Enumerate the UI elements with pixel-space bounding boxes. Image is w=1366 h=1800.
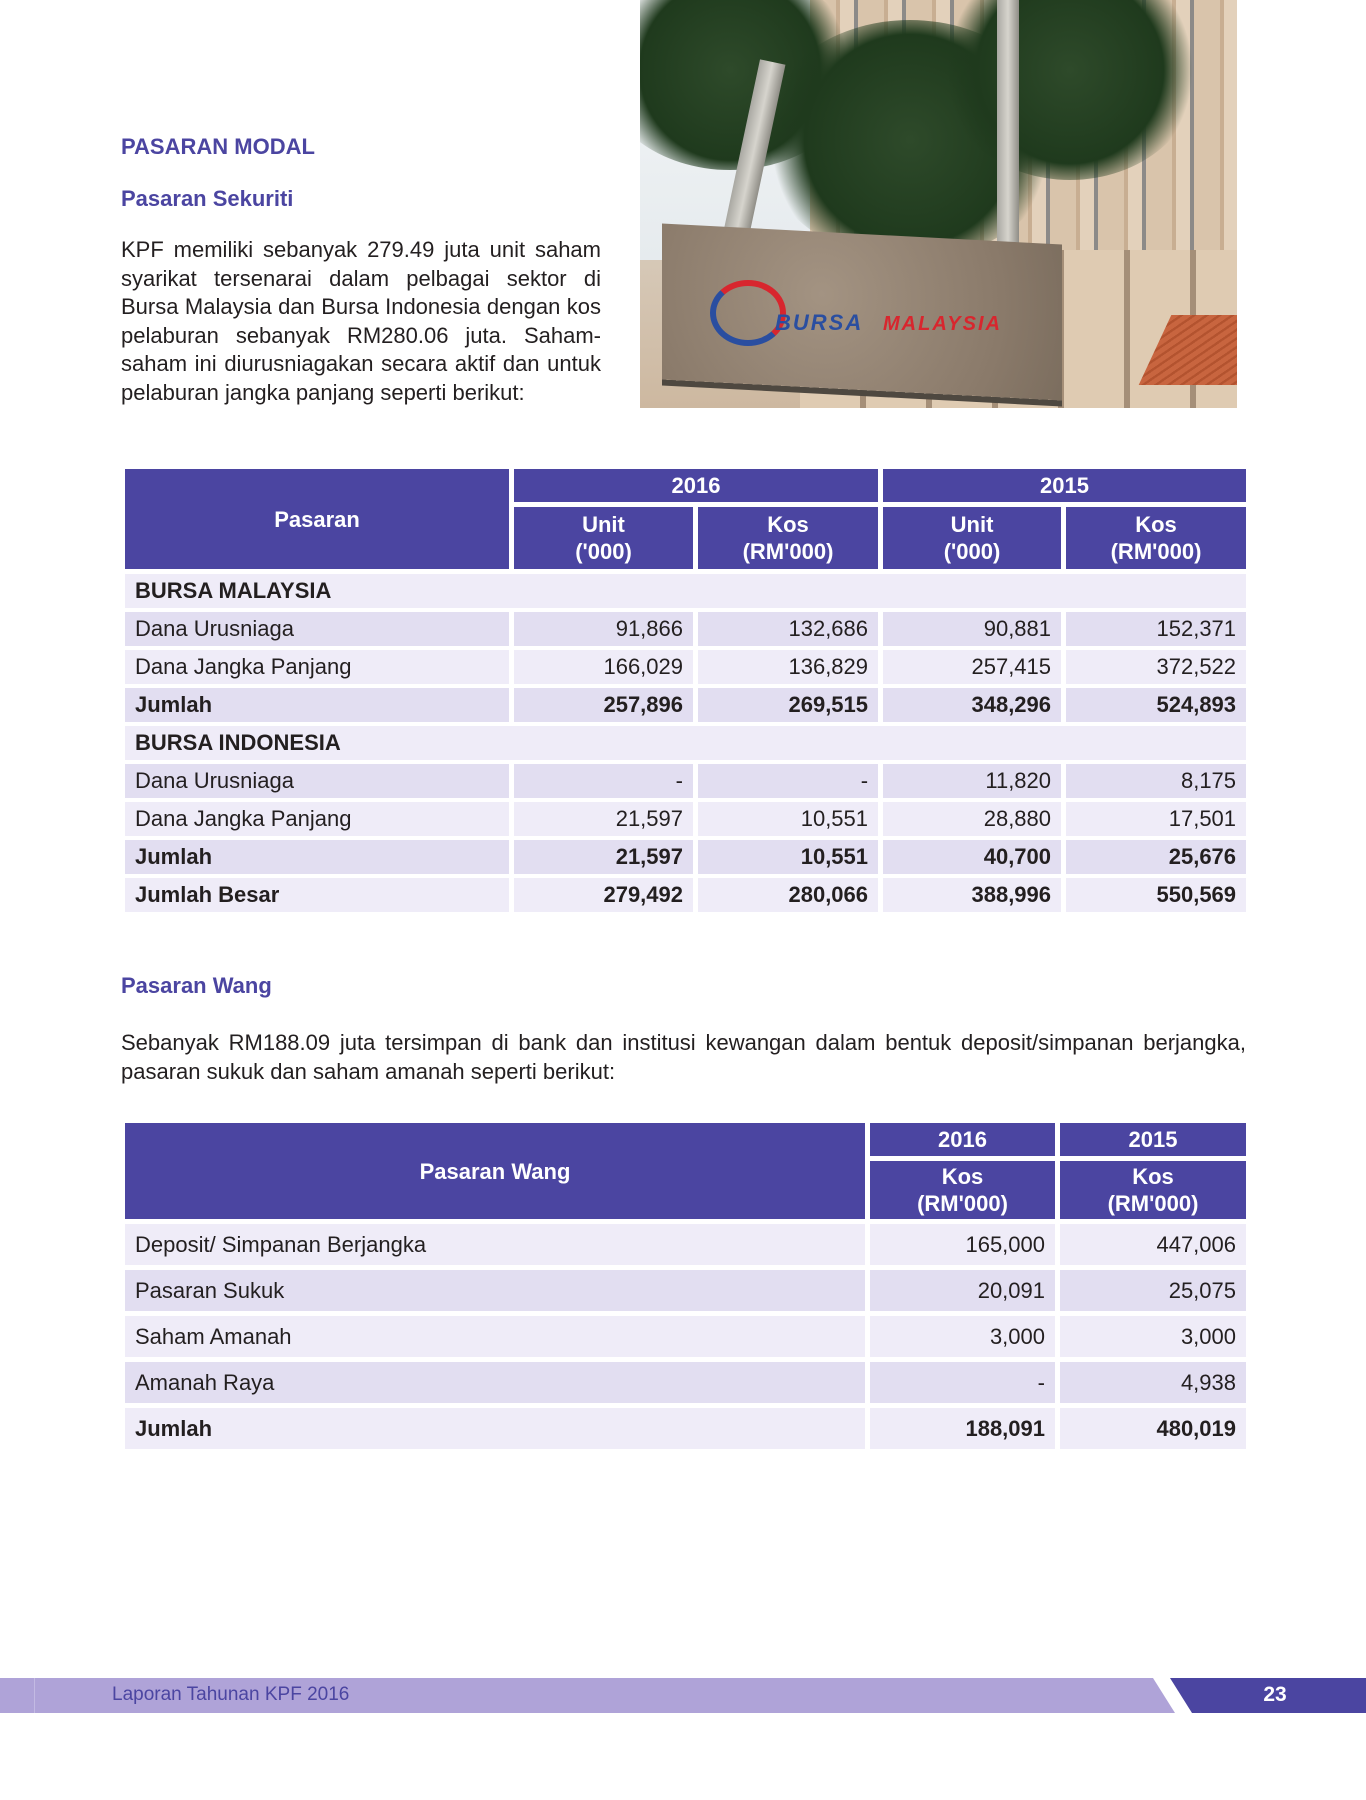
cell-kos-2015: 152,371	[1066, 612, 1246, 650]
table-row-total	[125, 840, 1246, 878]
header-year-2016: 2016	[514, 469, 883, 507]
cell-unit-2016: 21,597	[514, 840, 698, 878]
photo-palm-trunk	[997, 0, 1019, 270]
cell-unit-2016: 279,492	[514, 878, 698, 916]
header-year-2016: 2016	[870, 1123, 1060, 1161]
header-kos-2015	[1060, 1161, 1246, 1224]
header-unit-label: Unit	[582, 512, 625, 537]
header-unit-label: Unit	[950, 512, 994, 537]
cell-unit-2015: 257,415	[883, 650, 1066, 688]
cell-kos-2015: 17,501	[1066, 802, 1246, 840]
row-label: Jumlah	[125, 1408, 870, 1454]
cell-kos-2016: 165,000	[870, 1224, 1060, 1270]
table-row-group	[125, 726, 1246, 764]
table-row	[125, 612, 1246, 650]
table-row-grand-total	[125, 878, 1246, 916]
header-kos-label: Kos	[1135, 512, 1177, 537]
cell-kos-2016: 132,686	[698, 612, 883, 650]
cell-unit-2015: 11,820	[883, 764, 1066, 802]
row-label: Jumlah Besar	[125, 878, 514, 916]
cell-unit-2015: 90,881	[883, 612, 1066, 650]
cell-unit-2016: 257,896	[514, 688, 698, 726]
header-kos-label: Kos	[1132, 1164, 1174, 1189]
cell-kos-2015: 4,938	[1060, 1362, 1246, 1408]
table-row	[125, 1362, 1246, 1408]
money-market-paragraph: Sebanyak RM188.09 juta tersimpan di bank dan institusi kewangan dalam bentuk deposit/simpanan berjangka, pasaran sukuk dan saham amanah seperti berikut:	[121, 1030, 1246, 1084]
header-unit-2015	[883, 507, 1066, 574]
cell-kos-2016: 269,515	[698, 688, 883, 726]
header-kos-sublabel: (RM'000)	[742, 539, 834, 564]
table-row	[125, 802, 1246, 840]
cell-kos-2016: 10,551	[698, 840, 883, 878]
header-kos-2015	[1066, 507, 1246, 574]
cell-unit-2015: 40,700	[883, 840, 1066, 878]
header-year-2015: 2015	[883, 469, 1246, 507]
cell-kos-2015: 480,019	[1060, 1408, 1246, 1454]
cell-kos-2016: 20,091	[870, 1270, 1060, 1316]
header-year-2015: 2015	[1060, 1123, 1246, 1161]
cell-kos-2015: 8,175	[1066, 764, 1246, 802]
cell-unit-2016: 166,029	[514, 650, 698, 688]
header-kos-sublabel: (RM'000)	[1107, 1191, 1199, 1216]
cell-unit-2016: 21,597	[514, 802, 698, 840]
cell-unit-2015: 348,296	[883, 688, 1066, 726]
row-label: Dana Urusniaga	[125, 764, 514, 802]
section-title: PASARAN MODAL	[121, 134, 315, 159]
row-label: Jumlah	[125, 840, 514, 878]
header-kos-label: Kos	[767, 512, 809, 537]
cell-kos-2015: 25,676	[1066, 840, 1246, 878]
table-row	[125, 1316, 1246, 1362]
footer-divider	[34, 1678, 35, 1713]
photo-sign-text-bursa: BURSA	[775, 310, 864, 335]
cell-kos-2016: 10,551	[698, 802, 883, 840]
footer-report-title: Laporan Tahunan KPF 2016	[112, 1684, 350, 1705]
cell-kos-2015: 25,075	[1060, 1270, 1246, 1316]
money-market-table	[125, 1123, 1246, 1454]
row-label: Deposit/ Simpanan Berjangka	[125, 1224, 870, 1270]
cell-unit-2015: 388,996	[883, 878, 1066, 916]
header-unit-sublabel: ('000)	[575, 539, 632, 564]
securities-table	[125, 469, 1246, 916]
cell-kos-2015: 550,569	[1066, 878, 1246, 916]
cell-kos-2016: 3,000	[870, 1316, 1060, 1362]
cell-kos-2016: 280,066	[698, 878, 883, 916]
header-unit-2016	[514, 507, 698, 574]
cell-unit-2016: -	[514, 764, 698, 802]
cell-kos-2015: 524,893	[1066, 688, 1246, 726]
header-pasaran-wang: Pasaran Wang	[125, 1123, 870, 1224]
row-label: Dana Jangka Panjang	[125, 650, 514, 688]
cell-kos-2016: 136,829	[698, 650, 883, 688]
group-label: BURSA MALAYSIA	[125, 574, 1246, 612]
row-label: Dana Jangka Panjang	[125, 802, 514, 840]
cell-kos-2016: -	[698, 764, 883, 802]
cell-kos-2016: -	[870, 1362, 1060, 1408]
table-row-total	[125, 688, 1246, 726]
group-label: BURSA INDONESIA	[125, 726, 1246, 764]
cell-kos-2015: 372,522	[1066, 650, 1246, 688]
table-row	[125, 650, 1246, 688]
table-row	[125, 1270, 1246, 1316]
table-row-total	[125, 1408, 1246, 1454]
cell-kos-2016: 188,091	[870, 1408, 1060, 1454]
bursa-malaysia-photo	[640, 0, 1237, 408]
header-kos-2016	[870, 1161, 1060, 1224]
row-label: Saham Amanah	[125, 1316, 870, 1362]
subsection-title-money-market: Pasaran Wang	[121, 973, 272, 998]
row-label: Amanah Raya	[125, 1362, 870, 1408]
table-row-group	[125, 574, 1246, 612]
cell-unit-2015: 28,880	[883, 802, 1066, 840]
cell-unit-2016: 91,866	[514, 612, 698, 650]
subsection-title-securities: Pasaran Sekuriti	[121, 186, 294, 211]
row-label: Dana Urusniaga	[125, 612, 514, 650]
header-kos-2016	[698, 507, 883, 574]
header-unit-sublabel: ('000)	[943, 539, 1001, 564]
cell-kos-2015: 447,006	[1060, 1224, 1246, 1270]
photo-sign-text-malaysia: MALAYSIA	[883, 313, 1002, 335]
row-label: Jumlah	[125, 688, 514, 726]
page-number: 23	[1263, 1683, 1287, 1706]
header-kos-sublabel: (RM'000)	[1110, 539, 1202, 564]
table-row	[125, 764, 1246, 802]
header-kos-label: Kos	[941, 1164, 984, 1189]
securities-paragraph: KPF memiliki sebanyak 279.49 juta unit saham syarikat tersenarai dalam pelbagai sektor di Bursa Malaysia dan Bursa Indonesia dengan kos pelaburan sebanyak RM280.06 juta. Saham-saham ini diurusniagakan secara aktif dan untuk pelaburan jangka panjang seperti berikut:	[121, 237, 601, 405]
cell-kos-2015: 3,000	[1060, 1316, 1246, 1362]
row-label: Pasaran Sukuk	[125, 1270, 870, 1316]
header-kos-sublabel: (RM'000)	[917, 1191, 1008, 1216]
table-row	[125, 1224, 1246, 1270]
header-pasaran: Pasaran	[125, 469, 514, 574]
